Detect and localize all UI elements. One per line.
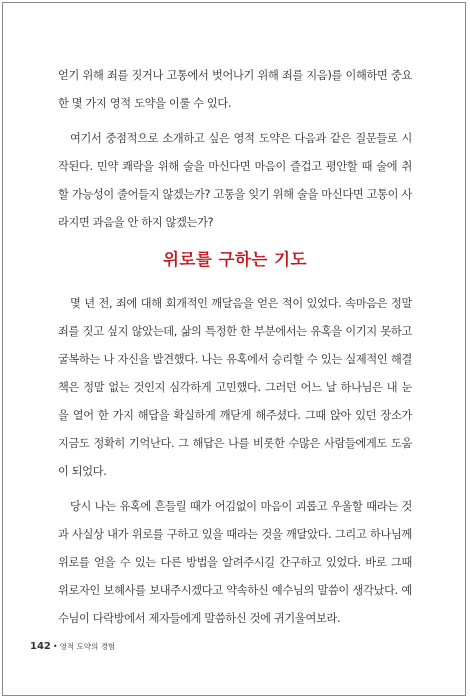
intro-text [58,62,412,244]
page-number: 142 [30,641,51,652]
footer-separator: • [52,642,58,651]
section-paragraph-2: 당시 나는 유혹에 흔들릴 때가 어김없이 마음이 괴롭고 우울할 때라는 것과 사실상 내가 위로를 구하고 있을 때라는 것을 깨달았다. 그리고 하나님께 위로를 얻을 수 있는 다른 방법을 알려주시길 간구하고 있었다. 바로 그때 위로자인 보혜사를 보내주시겠다고 약속하신 예수님의 말씀이 생각났다. 예수님이 다락방에서 제자들에게 말씀하신 것에 귀기울여보라. [58,500,412,625]
intro-paragraph-1: 얻기 위해 죄를 짓거나 고통에서 벗어나기 위해 죄를 지음)를 이해하면 중요한 몇 가지 영적 도약을 이룰 수 있다. [58,69,412,110]
section-body [58,290,412,640]
section-paragraph-1: 몇 년 전, 죄에 대해 회개적인 깨달음을 얻은 적이 있었다. 속마음은 정말 죄를 짓고 싶지 않았는데, 삶의 특정한 한 부분에서는 유혹을 이기지 못하고 굴복하는 나 자신을 발견했다. 나는 유혹에서 승리할 수 있는 실제적인 해결책은 정말 없는 것인지 심각하게 고민했다. 그러던 어느 날 하나님은 내 눈을 열어 한 가지 해답을 확실하게 깨닫게 해주셨다. 그때 앉아 있던 장소가 지금도 정확히 기억난다. 그 해답은 나를 비롯한 수많은 사람들에게도 도움이 되었다. [58,297,412,478]
page-footer [30,641,115,652]
intro-paragraph-2: 여기서 중점적으로 소개하고 싶은 영적 도약은 다음과 같은 질문들로 시작된다. 민약 쾌락을 위해 술을 마신다면 마음이 즐겁고 평안할 때 술에 취할 가능성이 줄어들지 않겠는가? 고통을 잊기 위해 술을 마신다면 고통이 사라지면 과음을 안 하지 않겠는가? [58,132,412,229]
running-title: 영적 도약의 경험 [59,642,116,651]
section-heading: 위로를 구하는 기도 [162,250,307,269]
